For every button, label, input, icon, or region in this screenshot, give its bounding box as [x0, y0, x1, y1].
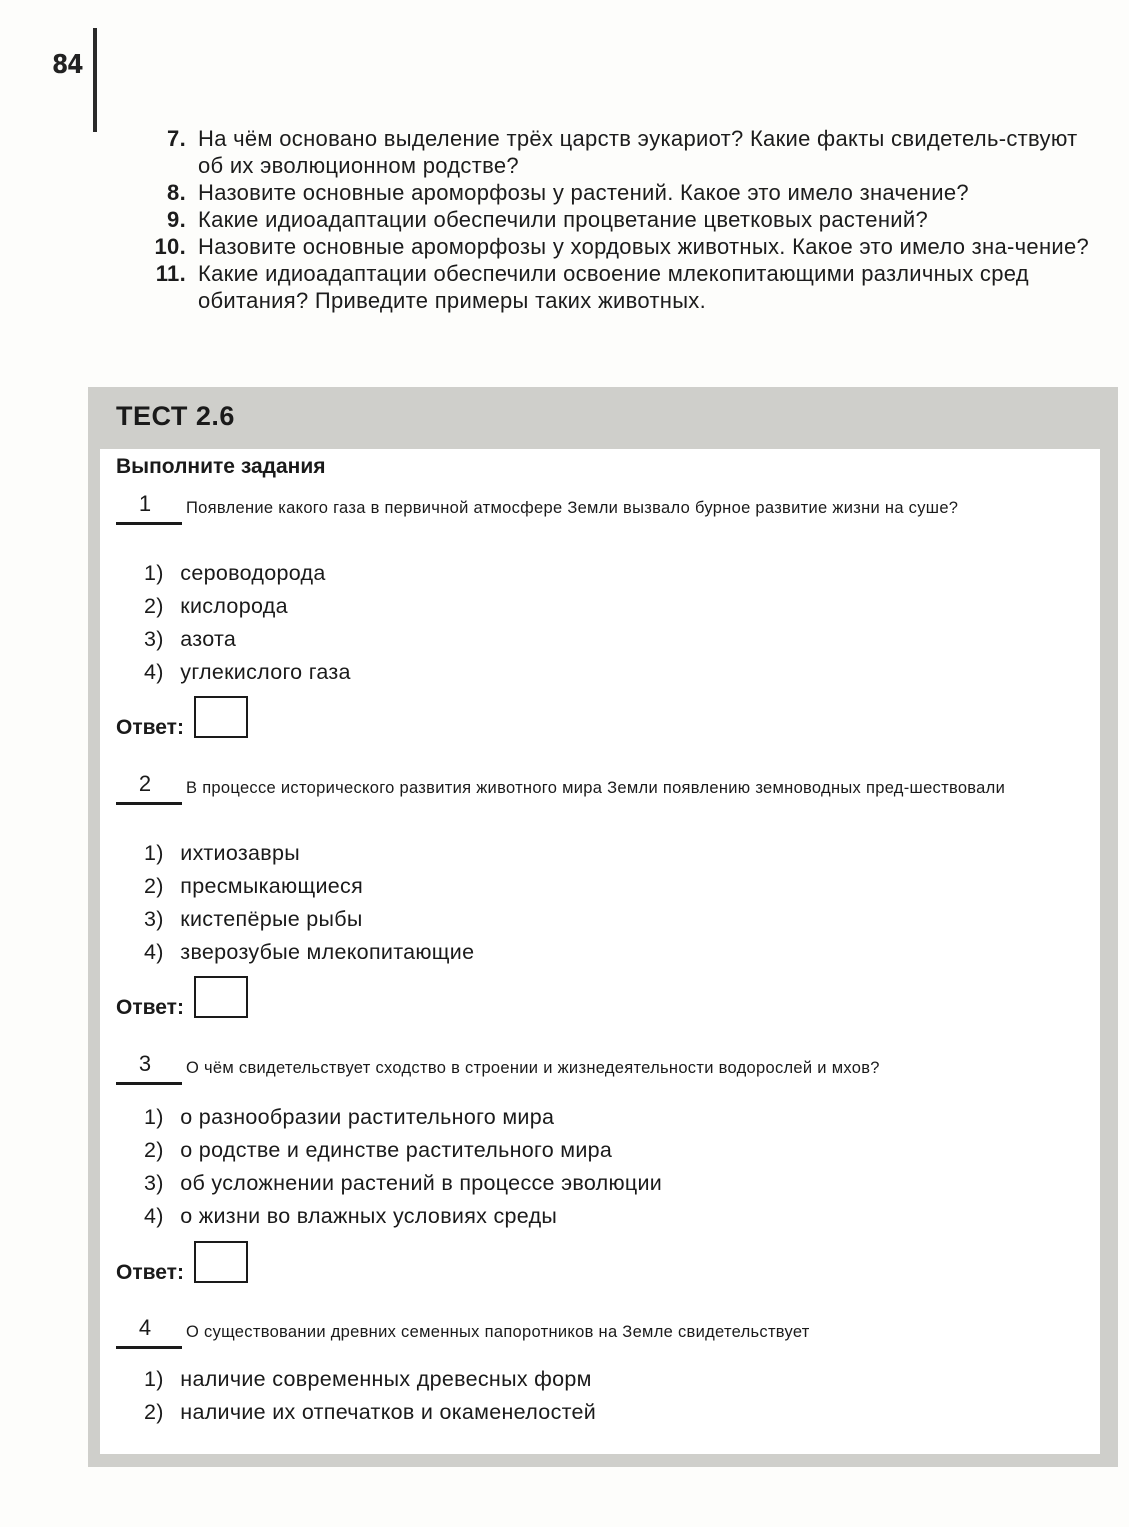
question-text: Какие идиоадаптации обеспечили освоение млекопитающими различных сред обитания? Приведите примеры таких животных.	[198, 261, 1029, 313]
answer-row	[116, 1241, 248, 1283]
task-text: Появление какого газа в первичной атмосфере Земли вызвало бурное развитие жизни на суше?	[186, 499, 959, 517]
option: 2) наличие их отпечатков и окаменелостей	[144, 1400, 597, 1424]
task-number: 2	[138, 771, 152, 796]
option: 4) о жизни во влажных условиях среды	[144, 1204, 558, 1228]
question-text: Назовите основные ароморфозы у хордовых животных. Какое это имело зна-чение?	[198, 234, 1090, 259]
question-number: 11.	[155, 261, 186, 286]
option: 2) кислорода	[144, 594, 288, 618]
answer-box[interactable]	[194, 696, 248, 738]
question-number: 8.	[167, 180, 186, 205]
task-text: В процессе исторического развития животного мира Земли появлению земноводных пред-шествовали	[186, 779, 1006, 797]
answer-label: Ответ:	[116, 716, 184, 739]
task-text: О чём свидетельствует сходство в строении и жизнедеятельности водорослей и мхов?	[186, 1059, 880, 1077]
task-number-underline	[116, 1082, 182, 1085]
option: 1) ихтиозавры	[144, 841, 301, 865]
task-number-underline	[116, 1346, 182, 1349]
option: 3) об усложнении растений в процессе эволюции	[144, 1171, 663, 1195]
option: 4) углекислого газа	[144, 660, 351, 684]
question-text: Какие идиоадаптации обеспечили процветание цветковых растений?	[198, 207, 928, 232]
question-number: 7.	[167, 126, 186, 151]
answer-row	[116, 696, 248, 738]
task-text: О существовании древних семенных папоротников на Земле свидетельствует	[186, 1323, 810, 1341]
question-text: На чём основано выделение трёх царств эукариот? Какие факты свидетель-ствуют об их эволюционном родстве?	[198, 126, 1078, 178]
option: 1) о разнообразии растительного мира	[144, 1105, 555, 1129]
page-number: 84	[52, 50, 83, 80]
answer-box[interactable]	[194, 1241, 248, 1283]
task-number: 1	[138, 491, 152, 516]
question-item	[140, 260, 1090, 314]
question-text: Назовите основные ароморфозы у растений. Какое это имело значение?	[198, 180, 969, 205]
option: 3) кистепёрые рыбы	[144, 907, 363, 931]
test-title: ТЕСТ 2.6	[116, 401, 235, 431]
test-content	[100, 449, 1100, 1454]
option: 2) пресмыкающиеся	[144, 874, 364, 898]
question-item	[140, 206, 1090, 233]
option: 1) сероводорода	[144, 561, 326, 585]
option: 4) зверозубые млекопитающие	[144, 940, 475, 964]
test-block	[88, 387, 1118, 1467]
question-item	[140, 179, 1090, 206]
answer-row	[116, 976, 248, 1018]
margin-rule	[93, 28, 97, 132]
question-item	[140, 233, 1090, 260]
task-number-underline	[116, 802, 182, 805]
task-options	[144, 837, 474, 969]
task-options	[144, 557, 351, 689]
answer-box[interactable]	[194, 976, 248, 1018]
question-item	[140, 125, 1090, 179]
task-number-underline	[116, 522, 182, 525]
question-number: 10.	[154, 234, 186, 259]
task-number: 3	[138, 1051, 152, 1076]
task-options	[144, 1363, 596, 1429]
option: 1) наличие современных древесных форм	[144, 1367, 592, 1391]
task-options	[144, 1101, 662, 1233]
review-questions	[140, 125, 1090, 314]
instructions: Выполните задания	[116, 455, 326, 478]
answer-label: Ответ:	[116, 996, 184, 1019]
option: 3) азота	[144, 627, 237, 651]
task-number: 4	[138, 1315, 152, 1340]
answer-label: Ответ:	[116, 1261, 184, 1284]
question-number: 9.	[167, 207, 186, 232]
option: 2) о родстве и единстве растительного мира	[144, 1138, 613, 1162]
